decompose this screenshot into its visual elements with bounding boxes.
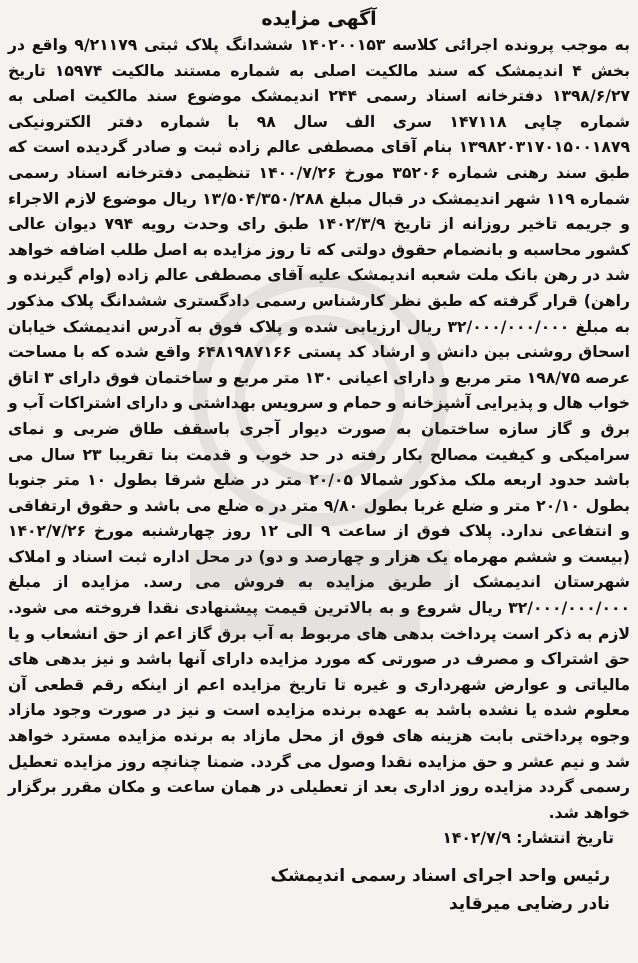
signature-title: رئیس واحد اجرای اسناد رسمی اندیمشک xyxy=(270,866,610,886)
signature-block xyxy=(8,862,630,918)
notice-body-text: به موجب پرونده اجرائی کلاسه ۱۴۰۲۰۰۱۵۳ ششدانگ پلاک ثبتی ۹/۲۱۱۷۹ واقع در بخش ۴ اندیمشک که سند مالکیت اصلی به شماره مستند مالکیت ۱۵۹۷۴ تاریخ ۱۳۹۸/۶/۲۷ دفترخانه اسناد رسمی ۲۴۴ اندیمشک موضوع سند مالکیت اصلی به شماره چاپی ۱۴۷۱۱۸ سری الف سال ۹۸ با شماره دفتر الکترونیکی ۱۳۹۸۲۰۳۱۷۰۱۵۰۰۱۸۷۹ بنام آقای مصطفی عالم زاده ثبت و صادر گردیده است که طبق سند رهنی شماره ۳۵۲۰۶ مورخ ۱۴۰۰/۷/۲۶ تنظیمی دفترخانه اسناد رسمی شماره ۱۱۹ شهر اندیمشک در قبال مبلغ ۱۳/۵۰۴/۳۵۰/۲۸۸ ریال موضوع لازم الاجراء و جریمه تاخیر روزانه از تاریخ ۱۴۰۲/۳/۹ طبق رای وحدت رویه ۷۹۴ دیوان عالی کشور محاسبه و بانضمام حقوق دولتی که تا روز مزایده به اصل طلب اضافه خواهد شد در رهن بانک ملت شعبه اندیمشک علیه آقای مصطفی عالم زاده (وام گیرنده و راهن) قرار گرفته که طبق نظر کارشناس رسمی دادگستری ششدانگ پلاک مذکور به مبلغ ۳۲/۰۰۰/۰۰۰/۰۰۰ ریال ارزیابی شده و پلاک فوق به آدرس اندیمشک خیابان اسحاق روشنی بین دانش و ارشاد کد پستی ۶۴۸۱۹۸۷۱۶۶ واقع شده که با مساحت عرصه ۱۹۸/۷۵ متر مربع و دارای اعیانی ۱۳۰ متر مربع و ساختمان فوق دارای ۳ اتاق خواب هال و پذیرایی آشپزخانه و حمام و سرویس بهداشتی و دارای اشتراکات آب و برق و گاز سازه ساختمان به صورت دیوار آجری باسقف طاق ضربی و نمای سرامیکی و کیفیت مصالح بکار رفته در حد خوب و قدمت بنا تقریبا ۲۳ سال می باشد حدود اربعه ملک مذکور شمالا ۲۰/۰۵ متر در ضلع شرقا بطول ۱۰ متر جنوبا بطول ۲۰/۱۰ متر و ضلع غربا بطول ۹/۸۰ متر در ه ضلع می باشد و حقوق ارتفاقی و انتفاعی ندارد. پلاک فوق از ساعت ۹ الی ۱۲ روز چهارشنبه مورخ ۱۴۰۲/۷/۲۶ (بیست و ششم مهرماه یک هزار و چهارصد و دو) در محل اداره ثبت اسناد و املاک شهرستان اندیمشک از طریق مزایده به فروش می رسد. مزایده از مبلغ ۳۲/۰۰۰/۰۰۰/۰۰۰ ریال شروع و به بالاترین قیمت پیشنهادی نقدا فروخته می شود. لازم به ذکر است پرداخت بدهی های مربوط به آب برق گاز اعم از حق انشعاب و یا حق اشتراک و مصرف در صورتی که مورد مزایده دارای آنها باشد و نیز بدهی های مالیاتی و عوارض شهرداری و غیره تا تاریخ مزایده اعم از اینکه رقم قطعی آن معلوم شده یا نشده باشد به عهده برنده مزایده است و نیز در صورت وجود مازاد وجوه پرداختی بابت هزینه های فوق از محل مازاد به برنده مزایده مسترد خواهد شد و نیم عشر و حق مزایده نقدا وصول می گردد. ضمنا چنانچه روز مزایده تعطیل رسمی گردد مزایده روز اداری بعد از تعطیلی در همان ساعت و مکان مقرر برگزار خواهد شد. xyxy=(8,36,631,822)
notice-body xyxy=(8,33,630,826)
publish-date: تاریخ انتشار: ۱۴۰۲/۷/۹ xyxy=(442,829,614,848)
notice-title: آگهی مزایده xyxy=(261,8,377,30)
signature-name: نادر رضایی میرقاید xyxy=(448,894,610,914)
